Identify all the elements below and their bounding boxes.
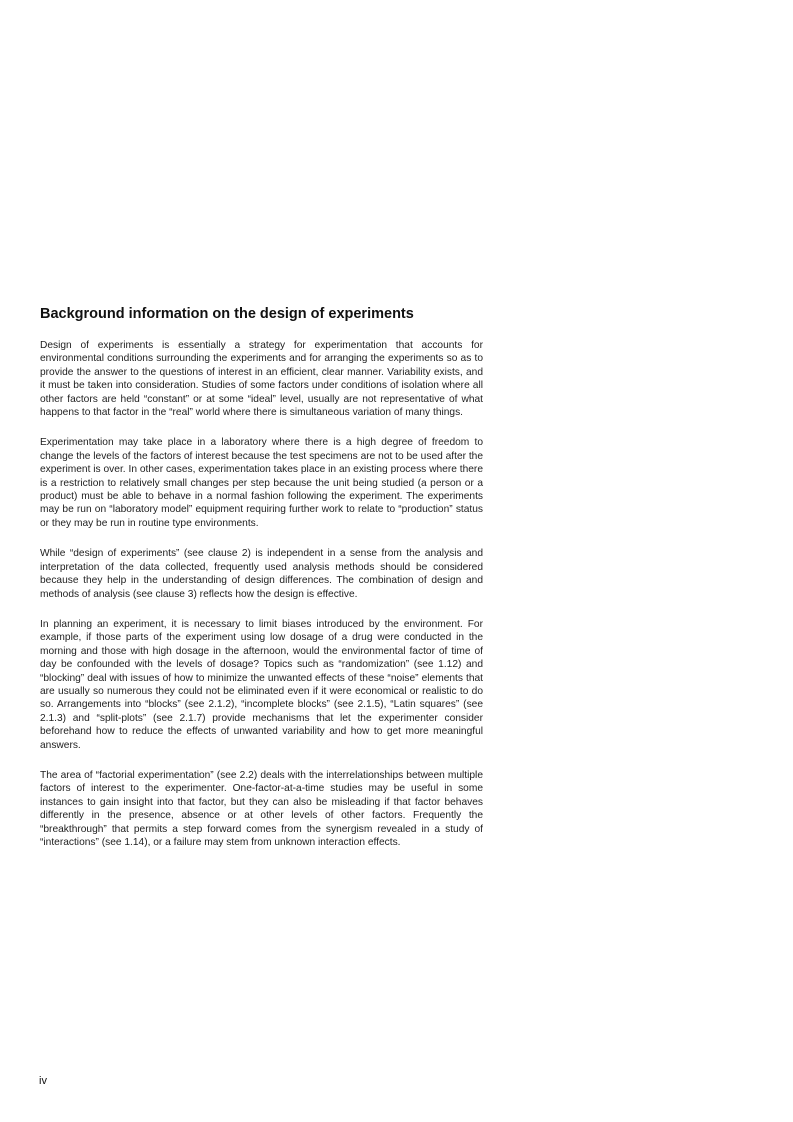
paragraph-factorial-experimentation: The area of “factorial experimentation” (see 2.2) deals with the interrelationships between multiple factors of interest to the experimenter. One-factor-at-a-time studies may be useful in some instances to gain insight into that factor, but they can also be misleading if that factor behaves differently in the presence, absence or at other levels of other factors. Frequently the “breakthrough” that permits a step forward comes from the synergism revealed in a study of “interactions” (see 1.14), or a failure may stem from unknown interaction effects.	[40, 769, 483, 848]
body-text	[40, 339, 483, 866]
paragraph-planning-biases: In planning an experiment, it is necessary to limit biases introduced by the environment. For example, if those parts of the experiment using low dosage of a drug were conducted in the morning and those with high dosage in the afternoon, would the environmental factor of time of day be confounded with the levels of dosage? Topics such as “randomization” (see 1.12) and “blocking” deal with issues of how to minimize the unwanted effects of these “noise” elements that are usually so numerous they could not be eliminated even if it were economical or realistic to do so. Arrangements into “blocks” (see 2.1.2), “incomplete blocks” (see 2.1.5), “Latin squares” (see 2.1.3) and “split-plots” (see 2.1.7) provide mechanisms that let the experimenter consider beforehand how to reduce the effects of unwanted variability and how to get more meaningful answers.	[40, 618, 483, 751]
page-number: iv	[39, 1075, 47, 1087]
paragraph-design-strategy: Design of experiments is essentially a strategy for experimentation that accounts for environmental conditions surrounding the experiments and for arranging the experiments so as to provide the answer to the questions of interest in an efficient, clear manner. Variability exists, and it must be taken into consideration. Studies of some factors under conditions of isolation where all other factors are held “constant” or at some “ideal” level, usually are not representative of what happens to that factor in the “real” world where there is simultaneous variation of many things.	[40, 340, 483, 419]
paragraph-design-and-analysis: While “design of experiments” (see clause 2) is independent in a sense from the analysis and interpretation of the data collected, frequently used analysis methods should be considered because they help in the understanding of design differences. The combination of design and methods of analysis (see clause 3) reflects how the design is effective.	[40, 548, 483, 600]
section-heading: Background information on the design of experiments	[40, 306, 414, 322]
paragraph-experimentation-settings: Experimentation may take place in a laboratory where there is a high degree of freedom to change the levels of the factors of interest because the test specimens are not to be used after the experiment is over. In other cases, experimentation takes place in an existing process where there is a restriction to relatively small changes per step because the unit being studied (a person or a product) must be able to behave in a normal fashion following the experiment. The experiments may be run on “laboratory model” equipment requiring further work to relate to “production” status or they may be run in routine type environments.	[40, 437, 483, 529]
